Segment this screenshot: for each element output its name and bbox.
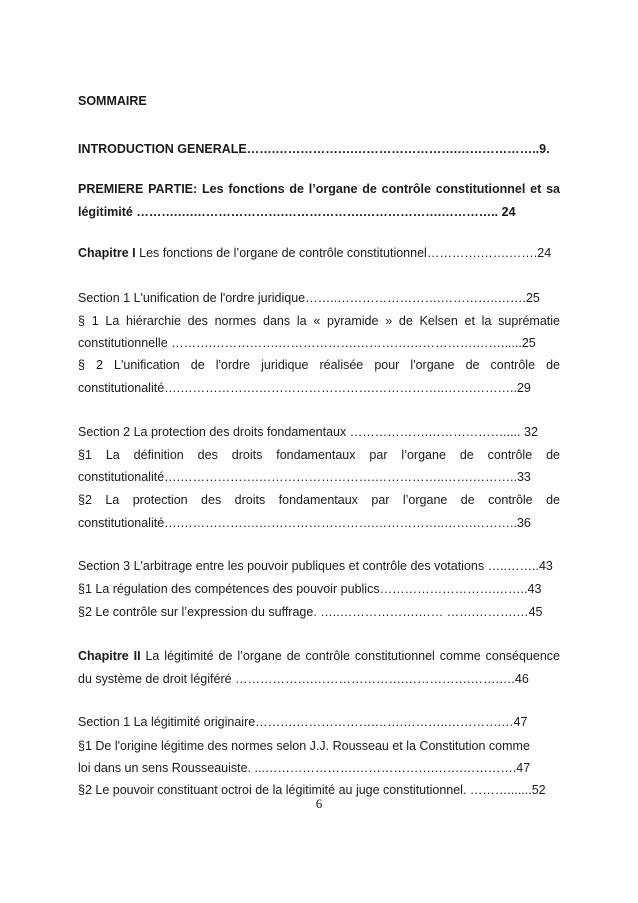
toc-entry-part-one: PREMIERE PARTIE: Les fonctions de l’organe de contrôle constitutionnel et sa (78, 182, 560, 196)
chapter-title: Les fonctions de l’organe de contrôle constitutionnel………….…….…….24 (135, 246, 552, 260)
toc-entry-para-8: §2 Le pouvoir constituant octroi de la légitimité au juge constitutionnel. ……….......52 (78, 783, 546, 797)
toc-entry-chapter-two-cont: du système de droit légiféré ……………….………………….…………….…….….46 (78, 672, 529, 686)
toc-entry-section-4: Section 1 La légitimité originaire……….……………….…….………..………….…47 (78, 715, 528, 729)
toc-entry-chapter-two (78, 648, 560, 664)
toc-entry-introduction: INTRODUCTION GENERALE…….……………….…………………….………………..9. (78, 142, 550, 156)
toc-entry-para-4: §2 La protection des droits fondamentaux par l’organe de contrôle de (78, 493, 560, 507)
toc-entry-para-1-cont: constitutionnelle ……….…………….……………….………….…………….……......25 (78, 336, 536, 350)
toc-entry-para-4-cont: constitutionalité….……………….……………………….……………..…….………..36 (78, 516, 531, 530)
toc-entry-para-3: §1 La définition des droits fondamentaux par l’organe de contrôle de (78, 448, 560, 462)
toc-entry-para-7-cont: loi dans un sens Rousseauiste. ...………………….……………….…….………….47 (78, 761, 531, 775)
toc-entry-chapter-one (78, 245, 560, 261)
page-number: 6 (315, 796, 323, 811)
chapter-title: La légitimité de l’organe de contrôle constitutionnel comme conséquence (140, 649, 560, 663)
toc-entry-para-7: §1 De l'origine légitime des normes selon J.J. Rousseau et la Constitution comme (78, 739, 530, 753)
toc-entry-para-1: § 1 La hiérarchie des normes dans la « pyramide » de Kelsen et la suprématie (78, 314, 560, 328)
toc-entry-para-2-cont: constitutionalité….……………….……………………….……………..…….………..29 (78, 381, 531, 395)
toc-entry-para-5: §1 La régulation des compétences des pouvoir publics……………………….……..43 (78, 582, 542, 596)
toc-entry-section-3: Section 3 L'arbitrage entre les pouvoir publiques et contrôle des votations …..……..43 (78, 559, 553, 573)
toc-entry-para-3-cont: constitutionalité….……………….……………………….……………..…….………..33 (78, 470, 531, 484)
toc-entry-para-6: §2 Le contrôle sur l’expression du suffrage. …..……………….…… …….……….…45 (78, 605, 543, 619)
chapter-label: Chapitre I (78, 246, 136, 260)
toc-heading: SOMMAIRE (78, 94, 147, 108)
toc-entry-para-2: § 2 L'unification de l'ordre juridique réalisée pour l'organe de contrôle de (78, 358, 560, 372)
toc-entry-part-one-cont: légitimité ……….….………………….……………….……………….………….. 24 (78, 205, 516, 219)
toc-entry-section-2: Section 2 La protection des droits fondamentaux ……………….………………..... 32 (78, 425, 538, 439)
toc-entry-section-1: Section 1 L'unification de l'ordre juridique……..…………………….…………..…….25 (78, 291, 540, 305)
chapter-label: Chapitre II (78, 649, 141, 663)
